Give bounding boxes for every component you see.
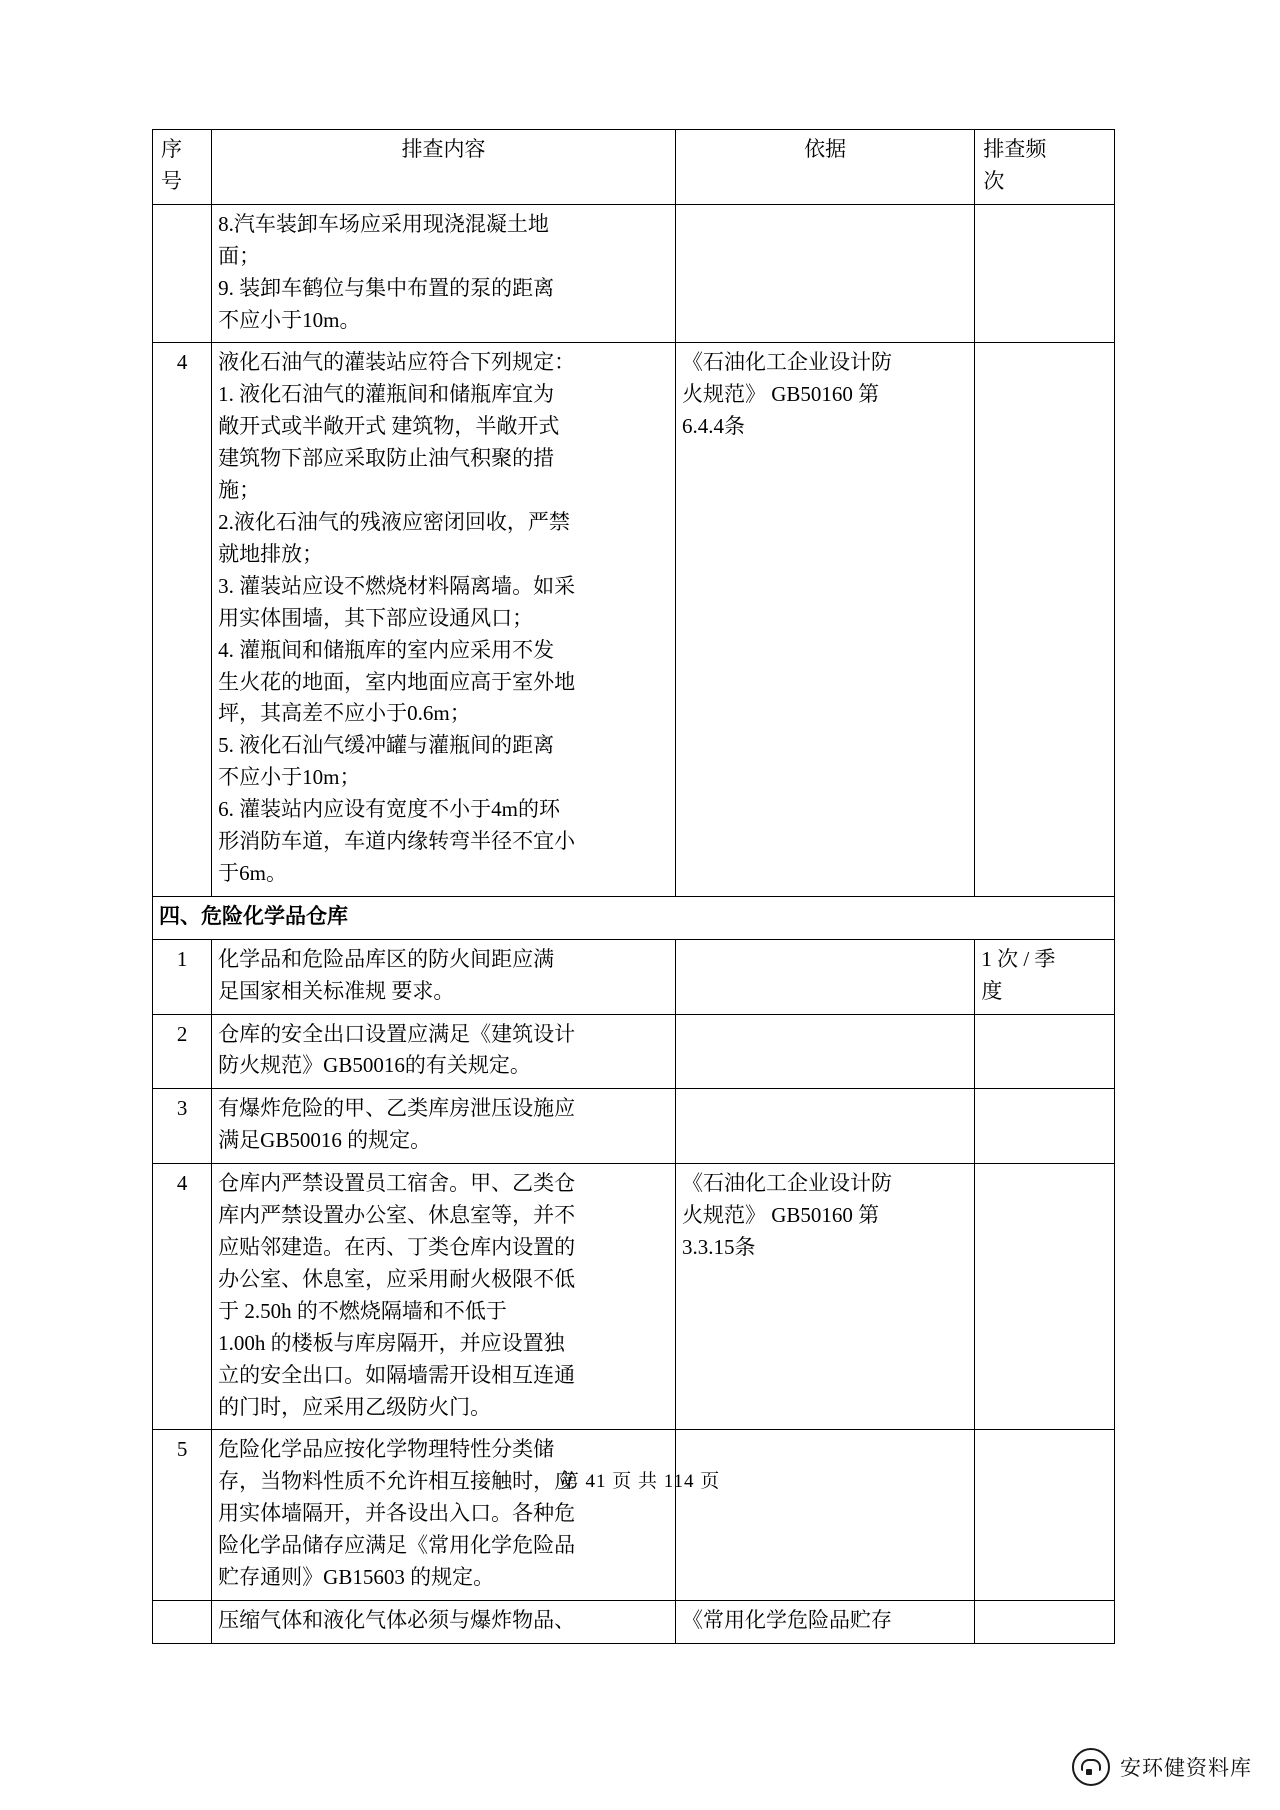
basis-line: 火规范》 GB50160 第	[681, 382, 880, 407]
row-basis	[675, 1014, 974, 1089]
row-number: 5	[153, 1430, 212, 1601]
header-freq-line1: 排查频	[983, 137, 1047, 161]
content-line: 立的安全出口。如隔墙需开设相互连通	[218, 1362, 576, 1387]
basis-line: 3.3.15条	[681, 1235, 756, 1259]
row-content	[212, 1164, 676, 1430]
content-line: 应贴邻建造。在丙、丁类仓库内设置的	[218, 1235, 576, 1259]
content-line: 足国家相关标准规 要求。	[218, 978, 455, 1003]
row-basis	[675, 1089, 974, 1164]
row-frequency	[975, 1600, 1115, 1643]
content-line: 压缩气体和液化气体必须与爆炸物品、	[218, 1607, 576, 1632]
table-row	[153, 1014, 1115, 1089]
content-line: 危险化学品应按化学物理特性分类储	[218, 1437, 555, 1462]
header-cell-no	[153, 130, 212, 205]
row-content	[212, 343, 676, 896]
content-line: 生火花的地面，室内地面应高于室外地	[218, 669, 576, 694]
table-row	[153, 939, 1115, 1014]
content-line: 于6m。	[218, 860, 287, 885]
content-line: 仓库的安全出口设置应满足《建筑设计	[218, 1021, 576, 1046]
header-cell-basis: 依据	[675, 130, 974, 205]
section-title: 四、危险化学品仓库	[153, 896, 1115, 939]
content-line: 防火规范》GB50016的有关规定。	[218, 1053, 531, 1078]
row-content	[212, 1600, 676, 1643]
table-row	[153, 1089, 1115, 1164]
content-line: 仓库内严禁设置员工宿舍。甲、乙类仓	[218, 1171, 576, 1196]
basis-line: 火规范》 GB50160 第	[681, 1203, 880, 1228]
content-line: 用实体围墙，其下部应设通风口；	[218, 605, 534, 630]
row-number: 2	[153, 1014, 212, 1089]
table-header-row	[153, 130, 1115, 205]
content-line: 的门时，应采用乙级防火门。	[218, 1394, 492, 1419]
row-frequency	[975, 1430, 1115, 1601]
table-row	[153, 1600, 1115, 1643]
basis-line: 6.4.4条	[681, 414, 745, 439]
content-line: 有爆炸危险的甲、乙类库房泄压设施应	[218, 1096, 576, 1121]
row-frequency	[975, 939, 1115, 1014]
content-line: 用实体墙隔开，并各设出入口。各种危	[218, 1501, 576, 1526]
content-line: 就地排放；	[218, 541, 324, 566]
basis-line: 《常用化学危险品贮存	[681, 1607, 892, 1632]
row-number: 1	[153, 939, 212, 1014]
header-cell-frequency	[975, 130, 1115, 205]
basis-line: 《石油化工企业设计防	[681, 1171, 892, 1196]
content-line: 1. 液化石油气的灌瓶间和储瓶库宜为	[218, 382, 555, 407]
content-line: 不应小于10m。	[218, 307, 361, 332]
content-line: 面；	[218, 243, 261, 268]
row-basis	[675, 1164, 974, 1430]
row-number: 4	[153, 1164, 212, 1430]
header-freq-line2: 次	[983, 168, 1005, 193]
inspection-table	[152, 129, 1115, 1644]
content-line: 敞开式或半敞开式 建筑物，半敞开式	[218, 414, 560, 439]
table-row	[153, 343, 1115, 896]
content-line: 存，当物料性质不允许相互接触时，应	[218, 1469, 576, 1494]
row-frequency	[975, 1164, 1115, 1430]
wechat-account-icon	[1072, 1748, 1110, 1786]
content-line: 9. 装卸车鹤位与集中布置的泵的距离	[218, 275, 555, 300]
content-line: 于 2.50h 的不燃烧隔墙和不低于	[218, 1298, 507, 1323]
row-frequency	[975, 1014, 1115, 1089]
row-number	[153, 204, 212, 343]
table-row	[153, 204, 1115, 343]
row-frequency	[975, 204, 1115, 343]
content-line: 液化石油气的灌装站应符合下列规定：	[218, 350, 576, 375]
row-content	[212, 204, 676, 343]
row-frequency	[975, 343, 1115, 896]
content-line: 建筑物下部应采取防止油气积聚的措	[218, 446, 555, 471]
row-basis	[675, 1600, 974, 1643]
watermark	[1072, 1748, 1252, 1786]
content-line: 不应小于10m；	[218, 765, 361, 790]
content-line: 贮存通则》GB15603 的规定。	[218, 1565, 495, 1590]
row-number	[153, 1600, 212, 1643]
content-line: 库内严禁设置办公室、休息室等，并不	[218, 1203, 576, 1228]
table-row	[153, 1164, 1115, 1430]
section-header-row	[153, 896, 1115, 939]
basis-line: 《石油化工企业设计防	[681, 350, 892, 375]
content-line: 2.液化石油气的残液应密闭回收，严禁	[218, 509, 570, 534]
content-line: 5. 液化石汕气缓冲罐与灌瓶间的距离	[218, 733, 555, 758]
header-no-line1: 序	[161, 137, 182, 161]
row-number: 3	[153, 1089, 212, 1164]
content-line: 1.00h 的楼板与库房隔开，并应设置独	[218, 1330, 565, 1355]
content-line: 4. 灌瓶间和储瓶库的室内应采用不发	[218, 637, 555, 662]
row-number: 4	[153, 343, 212, 896]
header-no-line2: 号	[161, 168, 182, 193]
row-content	[212, 939, 676, 1014]
content-line: 施；	[218, 478, 261, 503]
row-basis	[675, 939, 974, 1014]
row-content	[212, 1089, 676, 1164]
row-content	[212, 1014, 676, 1089]
content-line: 形消防车道，车道内缘转弯半径不宜小	[218, 829, 576, 854]
content-line: 满足GB50016 的规定。	[218, 1128, 432, 1153]
watermark-label: 安环健资料库	[1120, 1757, 1252, 1780]
header-cell-content: 排查内容	[212, 130, 676, 205]
row-basis	[675, 343, 974, 896]
content-line: 化学品和危险品库区的防火间距应满	[218, 946, 555, 971]
content-line: 8.汽车装卸车场应采用现浇混凝土地	[218, 211, 549, 236]
page-footer: 第 41 页 共 114 页	[559, 1471, 721, 1492]
content-line: 6. 灌装站内应设有宽度不小于4m的环	[218, 797, 560, 822]
row-content	[212, 1430, 676, 1601]
frequency-line: 度	[981, 978, 1003, 1003]
content-line: 坪，其高差不应小于0.6m；	[218, 701, 471, 726]
table-row	[153, 1430, 1115, 1601]
row-basis	[675, 204, 974, 343]
row-frequency	[975, 1089, 1115, 1164]
content-line: 险化学品储存应满足《常用化学危险品	[218, 1533, 576, 1558]
content-line: 办公室、休息室，应采用耐火极限不低	[218, 1266, 576, 1291]
frequency-line: 1 次 / 季	[981, 946, 1056, 971]
content-line: 3. 灌装站应设不燃烧材料隔离墙。如采	[218, 573, 576, 598]
row-basis	[675, 1430, 974, 1601]
